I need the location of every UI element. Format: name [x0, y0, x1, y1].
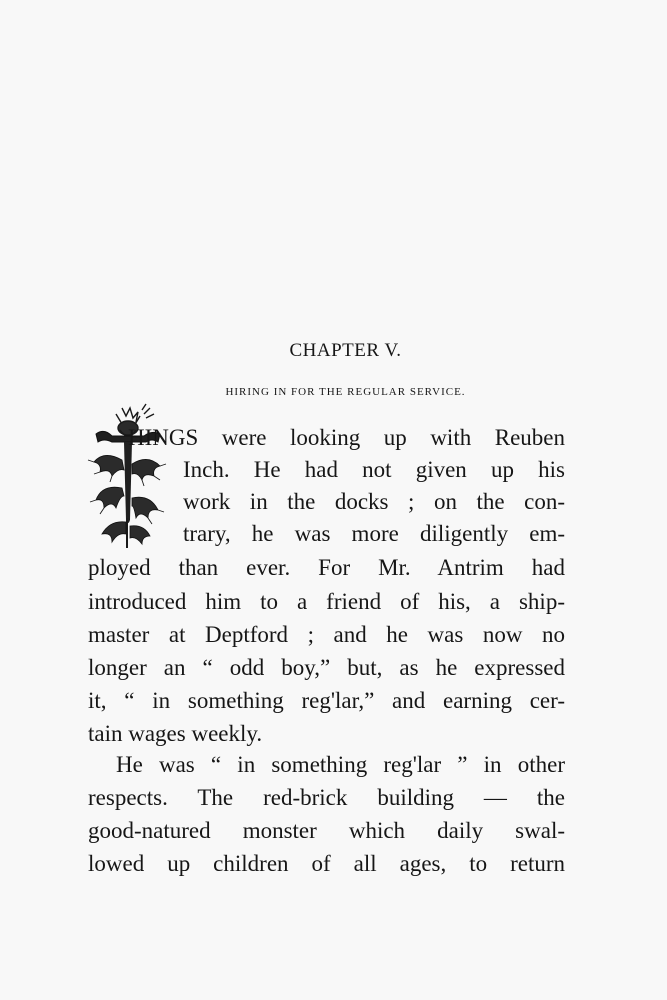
text-line: ployed than ever. For Mr. Antrim had — [88, 555, 565, 580]
text-line: trary, he was more diligently em- — [183, 521, 565, 546]
chapter-subtitle: HIRING IN FOR THE REGULAR SERVICE. — [225, 386, 466, 398]
text-line: good-natured monster which daily swal- — [88, 818, 565, 843]
text-line: lowed up children of all ages, to return — [88, 851, 565, 876]
text-line: introduced him to a friend of his, a ship- — [88, 589, 565, 614]
text-line: He was “ in something reg'lar ” in other — [116, 752, 565, 777]
opening-line: HINGS were looking up with Reuben — [128, 425, 565, 450]
text-line: Inch. He had not given up his — [183, 457, 565, 482]
text-line: respects. The red-brick building — the — [88, 785, 565, 810]
text-line: master at Deptford ; and he was now no — [88, 622, 565, 647]
text-line: tain wages weekly. — [88, 721, 263, 746]
text-line: it, “ in something reg'lar,” and earning cer- — [88, 688, 565, 713]
text-line: longer an “ odd boy,” but, as he expressed — [88, 655, 565, 680]
chapter-title: CHAPTER V. — [289, 340, 402, 361]
text-line: work in the docks ; on the con- — [183, 489, 565, 514]
